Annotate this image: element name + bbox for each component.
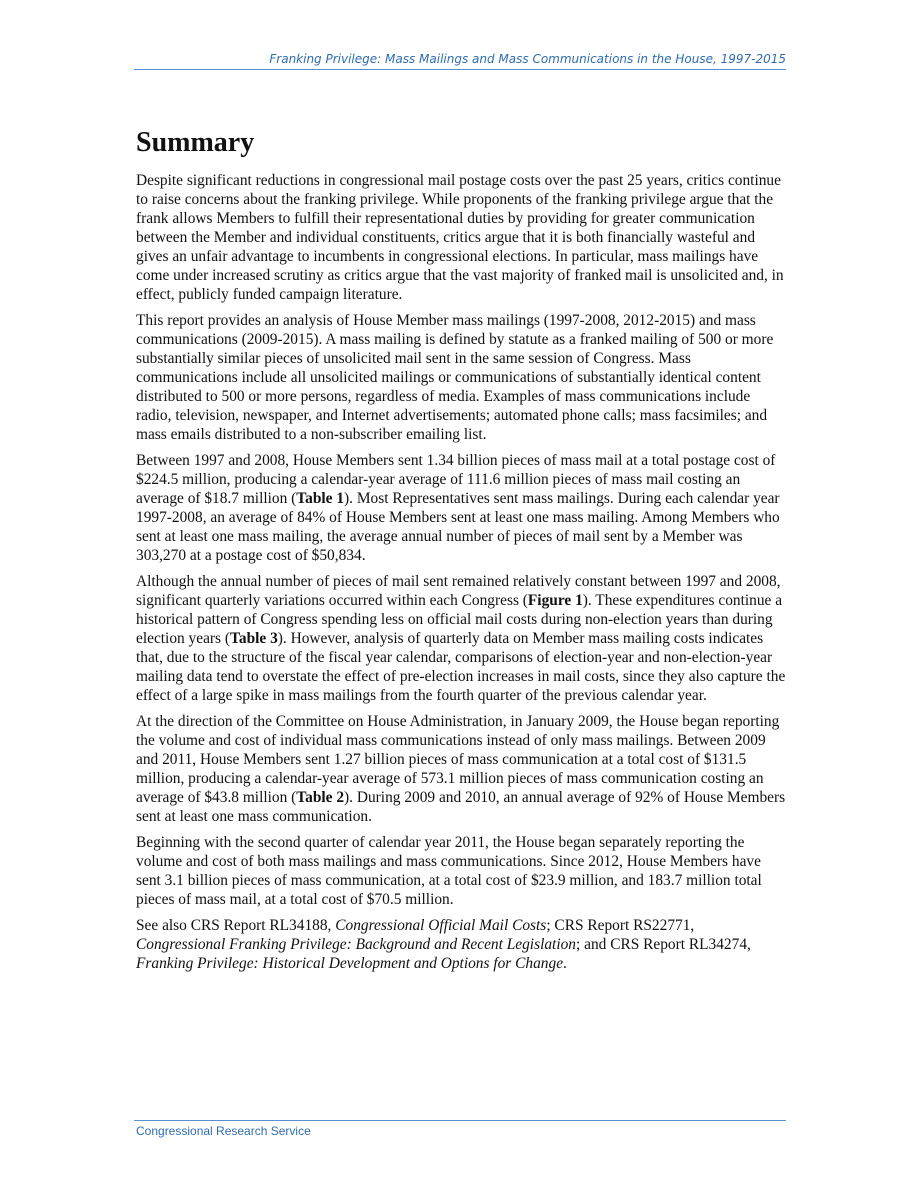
table-3-reference[interactable]: Table 3 xyxy=(230,630,278,647)
table-2-reference[interactable]: Table 2 xyxy=(296,789,345,806)
paragraph-5 xyxy=(136,712,786,826)
paragraph-5-text-b: ). During 2009 and 2010, an annual average of 92% of House Members sent at least one mass communication. xyxy=(136,789,786,825)
paragraph-3-text-a: Between 1997 and 2008, House Members sent 1.34 billion pieces of mass mail at a total postage cost of $224.5 million, producing a calendar-year average of 111.6 million pieces of mass mail costing an average of $18.7 million ( xyxy=(136,452,776,507)
footer-divider xyxy=(134,1120,786,1121)
paragraph-7-text-b: ; CRS Report RS22771, xyxy=(546,917,695,934)
paragraph-6: Beginning with the second quarter of calendar year 2011, the House began separately reporting the volume and cost of both mass mailings and mass communications. Since 2012, House Members have sent 3.1 billion pieces of mass communication, at a total cost of $23.9 million, and 183.7 million total pieces of mass mail, at a total cost of $70.5 million. xyxy=(136,834,762,908)
table-1-reference[interactable]: Table 1 xyxy=(296,490,345,507)
footer-organization: Congressional Research Service xyxy=(136,1124,311,1138)
report-title-rs22771: Congressional Franking Privilege: Background and Recent Legislation xyxy=(136,936,576,953)
report-title-rl34274: Franking Privilege: Historical Development and Options for Change xyxy=(136,955,564,972)
paragraph-5-text-a: At the direction of the Committee on House Administration, in January 2009, the House began reporting the volume and cost of individual mass communications instead of only mass mailings. Between 2009 and 2011, House Members sent 1.27 billion pieces of mass communication at a total cost of $131.5 million, producing a calendar-year average of 573.1 million pieces of mass communication costing an average of $43.8 million ( xyxy=(136,713,780,806)
paragraph-2: This report provides an analysis of House Member mass mailings (1997-2008, 2012-2015) and mass communications (2009-2015). A mass mailing is defined by statute as a franked mailing of 500 or more substantially similar pieces of unsolicited mail sent in the same session of Congress. Mass communications include all unsolicited mailings or communications of substantially identical content distributed to 500 or more persons, regardless of media. Examples of mass communications include radio, television, newspaper, and Internet advertisements; automated phone calls; mass facsimiles; and mass emails distributed to a non-subscriber emailing list. xyxy=(136,312,774,443)
paragraph-3-text-b: ). Most Representatives sent mass mailings. During each calendar year 1997-2008, an average of 84% of House Members sent at least one mass mailing. Among Members who sent at least one mass mailing, the average annual number of pieces of mail sent by a Member was 303,270 at a postage cost of $50,834. xyxy=(136,490,780,564)
paragraph-1: Despite significant reductions in congressional mail postage costs over the past 25 years, critics continue to raise concerns about the franking privilege. While proponents of the franking privilege argue that the frank allows Members to fulfill their representational duties by providing for greater communication between the Member and individual constituents, critics argue that it is both financially wasteful and gives an unfair advantage to incumbents in congressional elections. In particular, mass mailings have come under increased scrutiny as critics argue that the vast majority of franked mail is unsolicited and, in effect, publicly funded campaign literature. xyxy=(136,172,784,303)
section-title: Summary xyxy=(136,127,255,158)
document-body xyxy=(136,120,786,980)
paragraph-4-text-c: ). However, analysis of quarterly data on Member mass mailing costs indicates that, due to the structure of the fiscal year calendar, comparisons of election-year and non-election-year mailing data tend to overstate the effect of pre-election increases in mail costs, since they also capture the effect of a large spike in mass mailings from the fourth quarter of the previous calendar year. xyxy=(136,630,786,704)
paragraph-4-text-a: Although the annual number of pieces of mail sent remained relatively constant between 1997 and 2008, significant quarterly variations occurred within each Congress ( xyxy=(136,573,781,609)
running-header: Franking Privilege: Mass Mailings and Mass Communications in the House, 1997-2015 xyxy=(134,52,786,70)
paragraph-7-text-c: ; and CRS Report RL34274, xyxy=(576,936,751,953)
paragraph-7-text-d: . xyxy=(563,955,567,972)
paragraph-4 xyxy=(136,572,786,705)
paragraph-7-text-a: See also CRS Report RL34188, xyxy=(136,917,336,934)
paragraph-4-text-b: ). These expenditures continue a historical pattern of Congress spending less on official mail costs during non-election years than during election years ( xyxy=(136,592,783,647)
report-title-rl34188: Congressional Official Mail Costs xyxy=(335,917,547,934)
figure-1-reference[interactable]: Figure 1 xyxy=(527,592,583,609)
paragraph-3 xyxy=(136,451,786,565)
paragraph-7 xyxy=(136,916,786,973)
